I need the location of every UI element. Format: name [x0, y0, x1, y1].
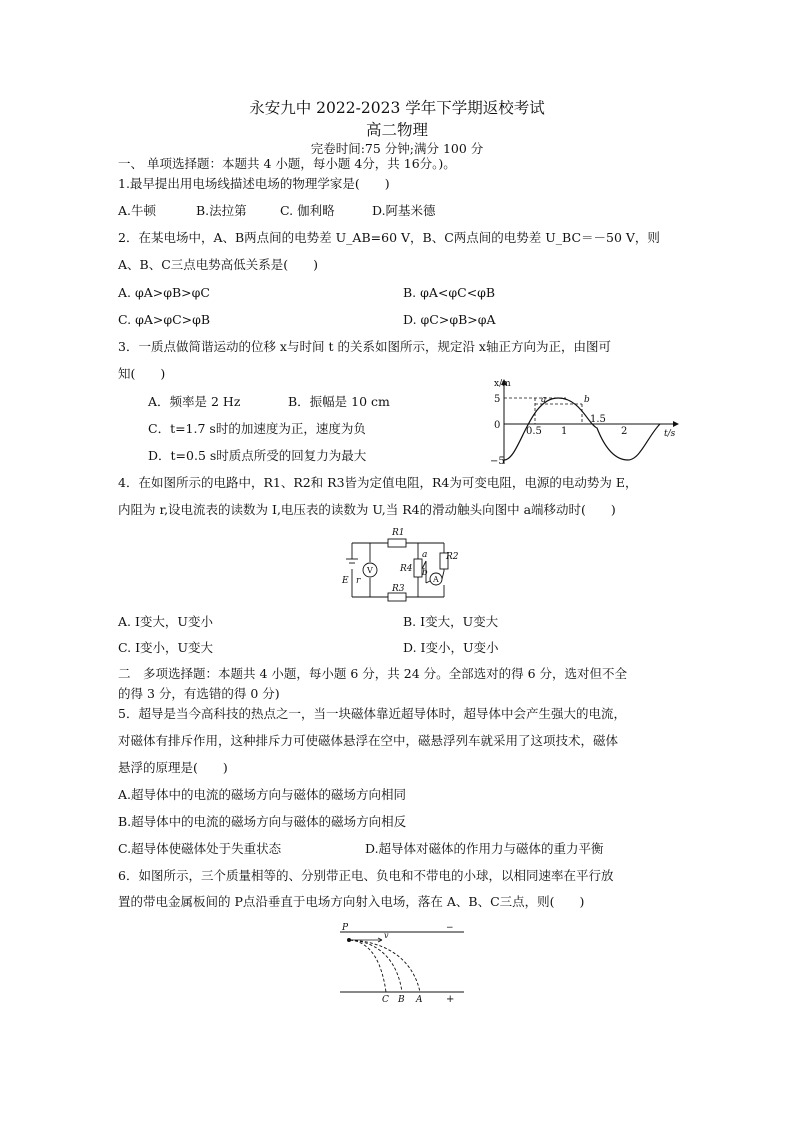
q6-stem-line2: 置的带电金属板间的 P点沿垂直于电场方向射入电场，落在 A、B、C三点，则( ): [118, 894, 585, 909]
q1-option-a: A.牛顿: [118, 203, 157, 218]
q4-option-d: D. I变小，U变小: [403, 640, 499, 655]
label-r2: R2: [446, 552, 459, 562]
y-axis-label: x/m: [494, 379, 511, 389]
label-b: b: [422, 568, 428, 578]
label-a: a: [422, 550, 428, 560]
q4-option-a: A. I变大，U变小: [118, 614, 213, 629]
q6-stem-line1: 6．如图所示，三个质量相等的、分别带正电、负电和不带电的小球，以相同速率在平行放: [118, 868, 614, 883]
section2-heading-line2: 的得 3 分，有选错的得 0 分): [118, 686, 280, 701]
q3-stem-line1: 3．一质点做简谐运动的位移 x与时间 t 的关系如图所示，规定沿 x轴正方向为正，由图可: [118, 339, 611, 354]
q5-stem-line2: 对磁体有排斥作用，这种排斥力可使磁体悬浮在空中，磁悬浮列车就采用了这项技术，磁体: [118, 733, 619, 748]
y-tick-5: 5: [494, 394, 501, 405]
trajectory-b: [350, 940, 402, 992]
x-axis-label: t/s: [664, 429, 676, 439]
q2-stem-line2: A、B、C三点电势高低关系是( ): [118, 257, 319, 272]
q3-option-a: A．频率是 2 Hz: [148, 394, 241, 409]
q4-stem-line1: 4．在如图所示的电路中，R1、R2和 R3皆为定值电阻，R4为可变电阻，电源的电动势为 E，: [118, 475, 638, 490]
label-e: E: [342, 576, 349, 586]
voltmeter-icon: V: [367, 566, 373, 575]
q1-stem: 1.最早提出用电场线描述电场的物理学家是( ): [118, 176, 390, 191]
q3-displacement-graph: [488, 376, 683, 468]
label-v: v: [384, 931, 389, 940]
x-tick-1: 1: [561, 426, 568, 437]
q5-option-b: B.超导体中的电流的磁场方向与磁体的磁场方向相反: [118, 814, 407, 829]
q5-stem-line3: 悬浮的原理是( ): [118, 760, 228, 775]
exam-meta: 完卷时间:75 分钟;满分 100 分: [310, 141, 484, 156]
q3-option-d: D．t=0.5 s时质点所受的回复力为最大: [148, 448, 367, 463]
q4-stem-line2: 内阻为 r,设电流表的读数为 I,电压表的读数为 U,当 R4的滑动触头向图中 a端移动时( ): [118, 502, 616, 517]
section2-heading-line1: 二 多项选择题：本题共 4 小题，每小题 6 分，共 24 分。全部选对的得 6 分，选对但不全: [118, 666, 628, 681]
y-tick-0: 0: [494, 420, 501, 431]
label-c: C: [382, 995, 389, 1005]
q2-option-d: D. φC>φB>φA: [403, 312, 496, 327]
y-tick-neg5: −5: [490, 456, 505, 467]
trajectory-c: [350, 940, 386, 992]
x-tick-2: 2: [621, 426, 628, 437]
q5-stem-line1: 5．超导是当今高科技的热点之一，当一块磁体靠近超导体时，超导体中会产生强大的电流，: [118, 706, 626, 721]
q1-option-b: B.法拉第: [196, 203, 247, 218]
q5-option-c: C.超导体使磁体处于失重状态: [118, 841, 282, 856]
label-plus: +: [446, 994, 455, 1005]
label-b: B: [398, 995, 405, 1005]
q3-option-b: B．振幅是 10 cm: [288, 394, 390, 409]
label-r4: R4: [400, 564, 413, 574]
q1-option-d: D.阿基米德: [372, 203, 436, 218]
q2-option-a: A. φA>φB>φC: [118, 285, 210, 300]
q5-option-d: D.超导体对磁体的作用力与磁体的重力平衡: [365, 841, 604, 856]
q3-stem-line2: 知( ): [118, 366, 166, 381]
point-b-label: b: [584, 395, 590, 405]
label-r3: R3: [392, 584, 405, 594]
q4-option-b: B. I变大，U变大: [403, 614, 499, 629]
q5-option-a: A.超导体中的电流的磁场方向与磁体的磁场方向相同: [118, 787, 407, 802]
section1-heading: 一、 单项选择题：本题共 4 小题，每小题 4分，共 16分。)。: [118, 156, 456, 171]
q4-circuit-diagram: [340, 525, 459, 603]
label-minus: −: [446, 923, 454, 933]
q6-plates-diagram: [336, 920, 468, 1006]
ammeter-icon: A: [433, 575, 439, 584]
label-r: r: [356, 576, 361, 586]
x-tick-1-5: 1.5: [590, 414, 606, 425]
page-subtitle: 高二物理: [365, 121, 428, 139]
q1-option-c: C. 伽利略: [280, 203, 335, 218]
q2-option-b: B. φA<φC<φB: [403, 285, 496, 300]
ball-icon: [347, 938, 351, 942]
q2-option-c: C. φA>φC>φB: [118, 312, 211, 327]
label-r1: R1: [392, 528, 405, 538]
label-p: P: [342, 923, 349, 933]
q2-stem-line1: 2．在某电场中，A、B两点间的电势差 U_AB=60 V，B、C两点间的电势差 U_BC＝－50 V，则: [118, 230, 660, 245]
x-tick-0-5: 0.5: [526, 426, 542, 437]
label-a: A: [416, 995, 423, 1005]
page-title: 永安九中 2022-2023 学年下学期返校考试: [249, 99, 545, 117]
q3-option-c: C．t=1.7 s时的加速度为正，速度为负: [148, 421, 366, 436]
q4-option-c: C. I变小，U变大: [118, 640, 214, 655]
point-a-label: a: [541, 395, 547, 405]
